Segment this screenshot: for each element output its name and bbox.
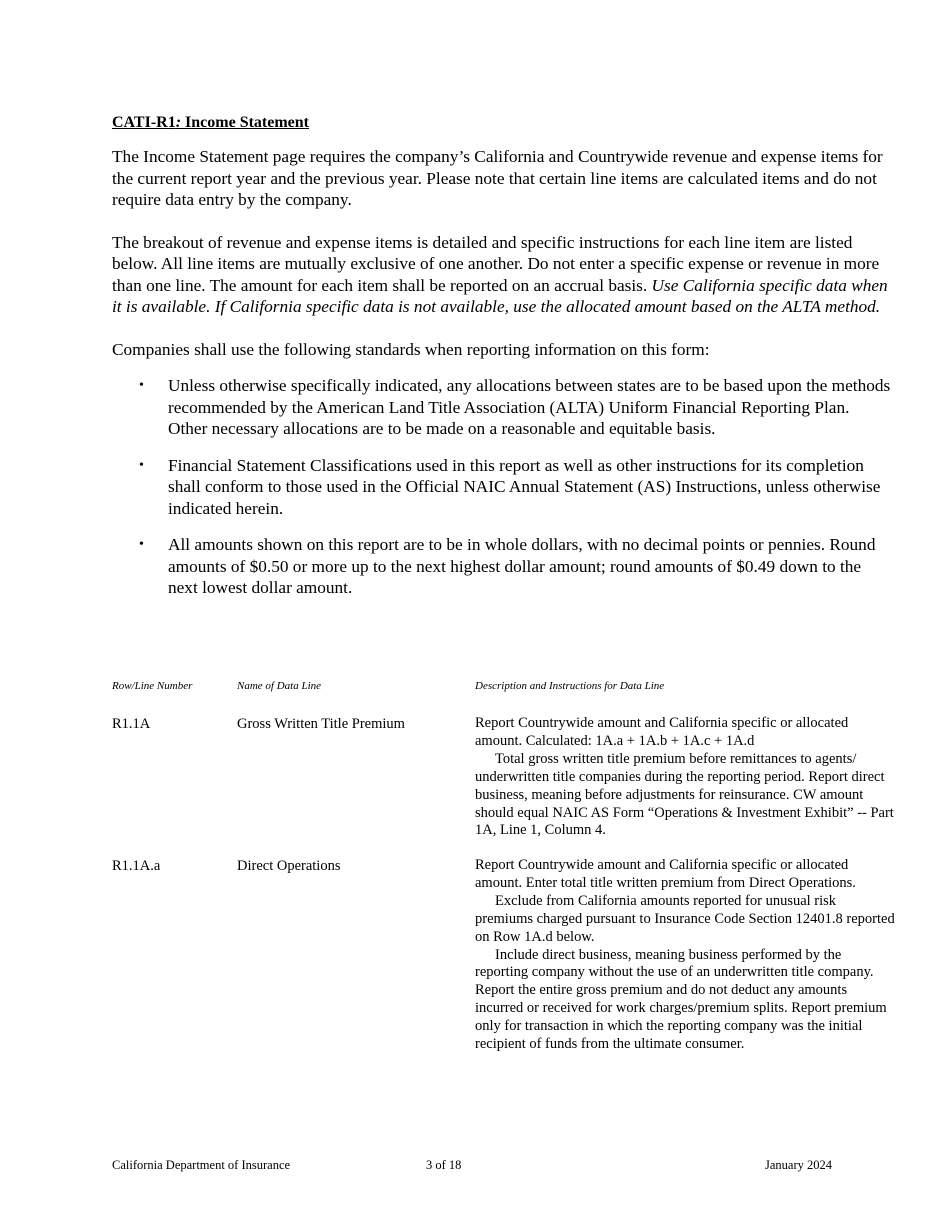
list-item (112, 534, 892, 599)
section-title-text: Income Statement (185, 114, 309, 131)
footer-organization: California Department of Insurance (112, 1158, 291, 1172)
section-colon: : (175, 114, 182, 131)
breakout-paragraph (112, 232, 892, 318)
breakout-text: The breakout of revenue and expense items is detailed and specific instructions for each line item are listed below. All line items are mutually exclusive of one another. Do not enter a specific expense or revenue in more than one line. The amount for each item shall be reported on an accrual basis. (112, 232, 880, 295)
row-description (475, 857, 895, 1054)
list-item (112, 455, 892, 520)
breakout-italic-text: Use California specific data when it is available. If California specific data is not available, use the allocated amount based on the ALTA method. (112, 275, 888, 316)
list-item (112, 375, 892, 440)
page-body (112, 112, 892, 614)
row-name: Gross Written Title Premium (237, 716, 405, 732)
bullet-icon: • (139, 537, 144, 552)
row-description (475, 715, 895, 840)
row-number: R1.1A.a (112, 858, 161, 874)
section-code: CATI-R1 (112, 114, 176, 131)
row-name: Direct Operations (237, 858, 341, 874)
footer-date: January 2024 (765, 1158, 832, 1172)
row-number: R1.1A (112, 716, 151, 732)
page-footer (112, 1158, 832, 1174)
description-paragraph: Include direct business, meaning business performed by the reporting company without the use of an underwritten title company. Report the entire gross premium and do not deduct any amounts incurred or received for work charges/premium splits. Report premium only for transaction in which the reporting company was the initial recipient of funds from the ultimate consumer. (475, 946, 887, 1053)
table-row (112, 715, 892, 857)
description-paragraph: Exclude from California amounts reported for unusual risk premiums charged pursuant to Insurance Code Section 12401.8 reported on Row 1A.d below. (475, 892, 895, 945)
table-row (112, 857, 895, 1097)
description-paragraph: Report Countrywide amount and California specific or allocated amount. Enter total title written premium from Direct Operations. (475, 857, 856, 891)
list-item-text: Financial Statement Classifications used in this report as well as other instructions for its completion shall conform to those used in the Official NAIC Annual Statement (AS) Instructions, unless otherwise indicated herein. (168, 455, 881, 518)
list-item-text: All amounts shown on this report are to be in whole dollars, with no decimal points or pennies. Round amounts of $0.50 or more up to the next highest dollar amount; round amounts of $0.49 down to the next lowest dollar amount. (168, 535, 876, 597)
header-description: Description and Instructions for Data Line (475, 680, 665, 692)
header-row-line: Row/Line Number (112, 680, 193, 692)
bullet-icon: • (139, 457, 144, 473)
header-name: Name of Data Line (237, 680, 322, 692)
standards-paragraph: Companies shall use the following standards when reporting information on this form: (112, 339, 710, 359)
list-item-text: Unless otherwise specifically indicated, any allocations between states are to be based upon the methods recommended by the American Land Title Association (ALTA) Uniform Financial Reporting Plan. Other necessary allocations are to be made on a reasonable and equitable basis. (168, 376, 891, 438)
description-paragraph: Report Countrywide amount and California specific or allocated amount. Calculated: 1A.a + 1A.b + 1A.c + 1A.d (475, 715, 849, 749)
data-line-table (112, 680, 895, 1097)
intro-paragraph: The Income Statement page requires the company’s California and Countrywide revenue and expense items for the current report year and the previous year. Please note that certain line items are calculated items and do not require data entry by the company. (112, 147, 883, 209)
standards-list (112, 375, 892, 599)
page-number: 3 of 18 (426, 1158, 462, 1172)
bullet-icon: • (139, 378, 144, 393)
section-title (112, 112, 892, 134)
table-header (112, 680, 892, 698)
description-paragraph: Total gross written title premium before remittances to agents/ underwritten title companies during the reporting period. Report direct business, meaning before adjustments for reinsurance. CW amount should equal NAIC AS Form “Operations & Investment Exhibit” -- Part 1A, Line 1, Column 4. (475, 750, 894, 839)
